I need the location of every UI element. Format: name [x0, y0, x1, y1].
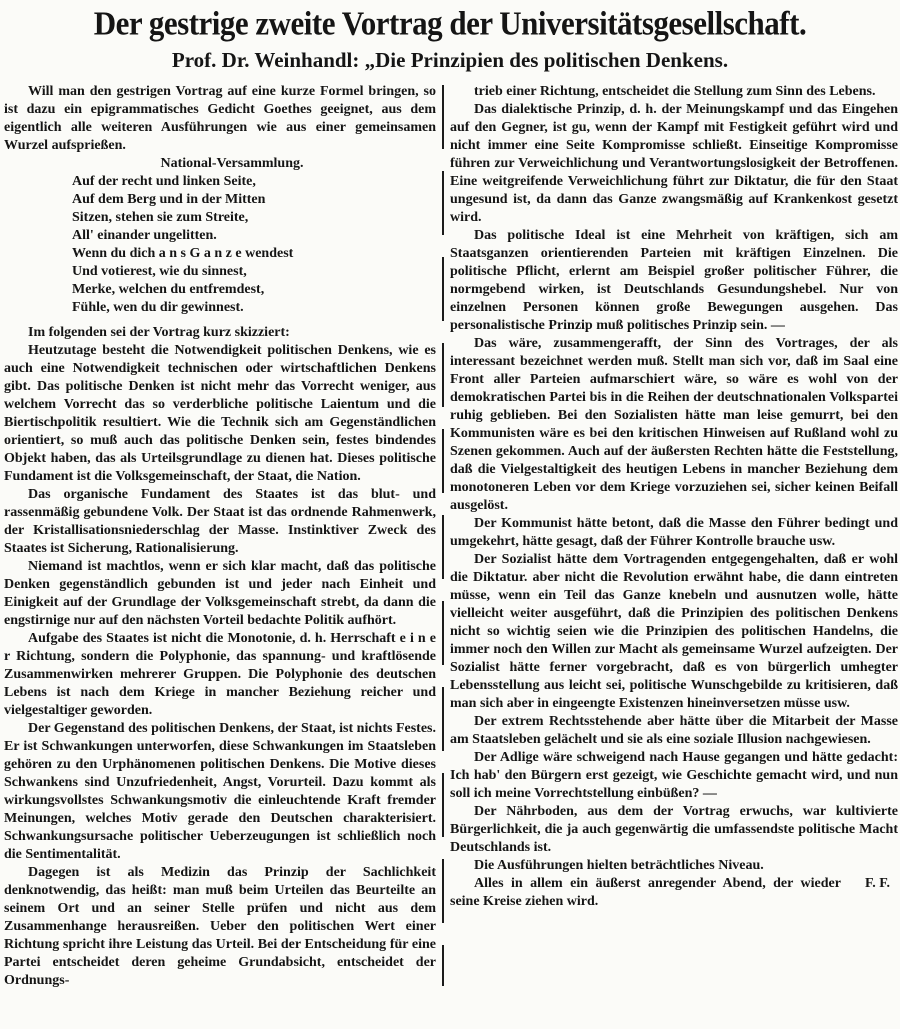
body-paragraph: Die Ausführungen hielten beträchtliches Niveau.: [474, 858, 764, 873]
body-paragraph: Niemand ist machtlos, wenn er sich klar macht, daß das politische Denken gegenständlich gebunden ist und jeder nach Einheit und Einigkeit auf der Grundlage der Volksgemeinschaft strebt, da dann die engstirnige nur auf den nächsten Vorteil bedachte Politik aufhört.: [4, 559, 436, 628]
left-column: [4, 83, 436, 990]
body-paragraph: Dagegen ist als Medizin das Prinzip der Sachlichkeit denknotwendig, das heißt: man muß beim Urteilen das Beurteilte an seinem Ort und an seiner Stelle prüfen und nicht aus dem Zusammenhange herausreißen. Ueber den politischen Wert einer Richtung spricht ihre Leistung das Urteil. Bei der Entscheidung für eine Partei entscheidet deren geheime Grundabsicht, entscheidet der Ordnungs-: [4, 865, 436, 988]
poem-line: Fühle, wen du dir gewinnest.: [72, 300, 244, 315]
poem-line: Merke, welchen du entfremdest,: [72, 282, 265, 297]
poem-line: Und votierest, wie du sinnest,: [72, 264, 247, 279]
left-column-paragraphs: [4, 324, 436, 990]
body-paragraph: Das organische Fundament des Staates ist das blut- und rassenmäßig gebundene Volk. Der Staat ist das ordnende Rahmenwerk, der Kristallisationsniederschlag der Masse. Instinktiver Zweck des Staates ist Sicherung, Rationalisierung.: [4, 487, 436, 556]
closing-text: Alles in allem ein äußerst anregender Abend, der wieder seine Kreise ziehen wird.: [450, 876, 841, 909]
poem-title: National-Versammlung.: [160, 156, 304, 171]
body-paragraph: Der Gegenstand des politischen Denkens, der Staat, ist nichts Festes. Er ist Schwankungen unterworfen, diese Schwankungen im Staatsleben gehören zu den Urphänomenen politischen Denkens. Die Motive dieses Schwankens sind Unzufriedenheit, Angst, Vorurteil. Dazu kommt als wirkungsvollstes Schwankungsmotiv die einleuchtende Kraft fremder Meinungen, welches Motiv gerade den Deutschen charakterisiert. Schwankungsursache politischer Ueberzeugungen ist schließlich noch die Sentimentalität.: [4, 721, 436, 862]
poem-line: Auf der recht und linken Seite,: [72, 174, 256, 189]
body-paragraph: Aufgabe des Staates ist nicht die Monotonie, d. h. Herrschaft e i n e r Richtung, sondern die Polyphonie, das spannung- und kraftlösende Zusammenwirken mehrerer Gruppen. Die Polyphonie des deutschen Lebens ist nach dem Kriege in mancher Beziehung reicher und vielgestaltiger geworden.: [4, 631, 436, 718]
body-paragraph: Der Sozialist hätte dem Vortragenden entgegengehalten, daß er wohl die Diktatur. aber nicht die Revolution erwähnt habe, die dann eintreten müsse, wenn ein Teil das Ganze knebeln und ausnutzen wolle, hätte vielleicht weiter ausgeführt, daß die Prinzipien des politischen Denkens nicht so wichtig seien wie die Prinzipien des politischen Handelns, die immer noch den Willen zur Macht als gemeinsame Wurzel aufzeigten. Der Sozialist hätte ferner vorgebracht, daß es von bürgerlich umhegter Lebensstellung aus leicht sei, politische Wunschgebilde zu kritisieren, daß man sich aber in eingeengte Existenzen hineinversetzen müsse usw.: [450, 552, 898, 711]
body-paragraph: Der Adlige wäre schweigend nach Hause gegangen und hätte gedacht: Ich hab' den Bürgern erst gezeigt, wie Geschichte gemacht wird, und nun soll ich meine Vorrechtstellung einbüßen? —: [450, 750, 898, 801]
article-body: [0, 73, 900, 990]
body-paragraph: Der Nährboden, aus dem der Vortrag erwuchs, war kultivierte Bürgerlichkeit, die ja auch gegenwärtig die umfassendste politische Macht Deutschlands ist.: [450, 804, 898, 855]
body-paragraph: trieb einer Richtung, entscheidet die Stellung zum Sinn des Lebens.: [474, 84, 876, 99]
poem-line: All' einander ungelitten.: [72, 228, 217, 243]
column-rule: [436, 83, 450, 990]
poem-line: Sitzen, stehen sie zum Streite,: [72, 210, 249, 225]
body-paragraph: Der Kommunist hätte betont, daß die Masse den Führer bedingt und umgekehrt, hätte gesagt, daß der Führer Kontrolle brauche usw.: [450, 516, 898, 549]
body-paragraph: Das wäre, zusammengerafft, der Sinn des Vortrages, der als interessant bezeichnet werden muß. Stellt man sich vor, daß im Saal eine Front aller Parteien aufmarschiert wäre, so wäre es wohl von der demokratischen Partei bis in die Reihen der deutschnationalen Volkspartei ruhig geblieben. Bei den Sozialisten hätte man leise gemurrt, bei den Kommunisten wäre es bei den kritischen Hinweisen auf Rußland wohl zu Szenen gekommen. Auch auf der äußersten Rechten hätte die Feststellung, daß die Vielgestaltigkeit des heutigen Lebens in mancher Beziehung dem monotoneren Leben vor dem Kriege vorzuziehen sei, sicher keinen Beifall ausgelöst.: [450, 336, 898, 513]
poem-line: Auf dem Berg und in der Mitten: [72, 192, 266, 207]
intro-paragraph: Will man den gestrigen Vortrag auf eine kurze Formel bringen, so ist dazu ein epigrammatisches Gedicht Goethes geeignet, aus dem eigentlich alle weiteren Ausführungen wie aus einer gemeinsamen Wurzel aufsprießen.: [4, 84, 436, 153]
body-paragraph: Heutzutage besteht die Notwendigkeit politischen Denkens, wie es auch eine Notwendigkeit technischen oder wirtschaftlichen Denkens gibt. Das politische Denken ist nicht mehr das Vorrecht weniger, aus welchem Vorrecht das so verderbliche politische Laientum und die Biertischpolitik resultiert. Wie die Technik sich am Gegenständlichen orientiert, so muß auch das politische Denken sein, festes bindendes Objekt haben, das als Urteilsgrundlage zu dienen hat. Dieses politische Fundament ist die Volksgemeinschaft, der Staat, die Nation.: [4, 343, 436, 484]
author-signature: F. F.: [864, 876, 890, 891]
body-paragraph: Das dialektische Prinzip, d. h. der Meinungskampf und das Eingehen auf den Gegner, ist gu, wenn der Kampf mit Festigkeit geführt wird und nicht immer eine Seite Kompromisse schließt. Einseitige Kompromisse führen zur Verweichlichung und Verantwortungslosigkeit der Betroffenen. Eine weitgreifende Verweichlichung führt zur Diktatur, die für den Staat ungesund ist, da dann das Ganze zwangsmäßig auf Krankenkost gesetzt wird.: [450, 102, 898, 225]
right-column: [450, 83, 898, 990]
poem: [4, 173, 436, 317]
article-subtitle: Prof. Dr. Weinhandl: „Die Prinzipien des politischen Denkens.: [171, 48, 729, 72]
right-column-paragraphs: [450, 83, 898, 875]
poem-line: Wenn du dich a n s G a n z e wendest: [72, 246, 294, 261]
closing-paragraph: [450, 875, 898, 911]
body-paragraph: Im folgenden sei der Vortrag kurz skizziert:: [28, 325, 290, 340]
body-paragraph: Der extrem Rechtsstehende aber hätte über die Mitarbeit der Masse am Staatsleben gelächelt und sie als eine soziale Illusion nachgewiesen.: [450, 714, 898, 747]
body-paragraph: Das politische Ideal ist eine Mehrheit von kräftigen, sich am Staatsganzen orientierenden Parteien mit kräftigen Einzelnen. Die politische Pflicht, erlernt am Beispiel großer politischer Führer, die normgebend wirken, ist Deutschlands Gesundungshebel. Nur von einzelnen Personen können große Bewegungen ausgehen. Das personalistische Prinzip muß politisches Prinzip sein. —: [450, 228, 898, 333]
article-headline: Der gestrige zweite Vortrag der Universitätsgesellschaft.: [93, 4, 807, 43]
